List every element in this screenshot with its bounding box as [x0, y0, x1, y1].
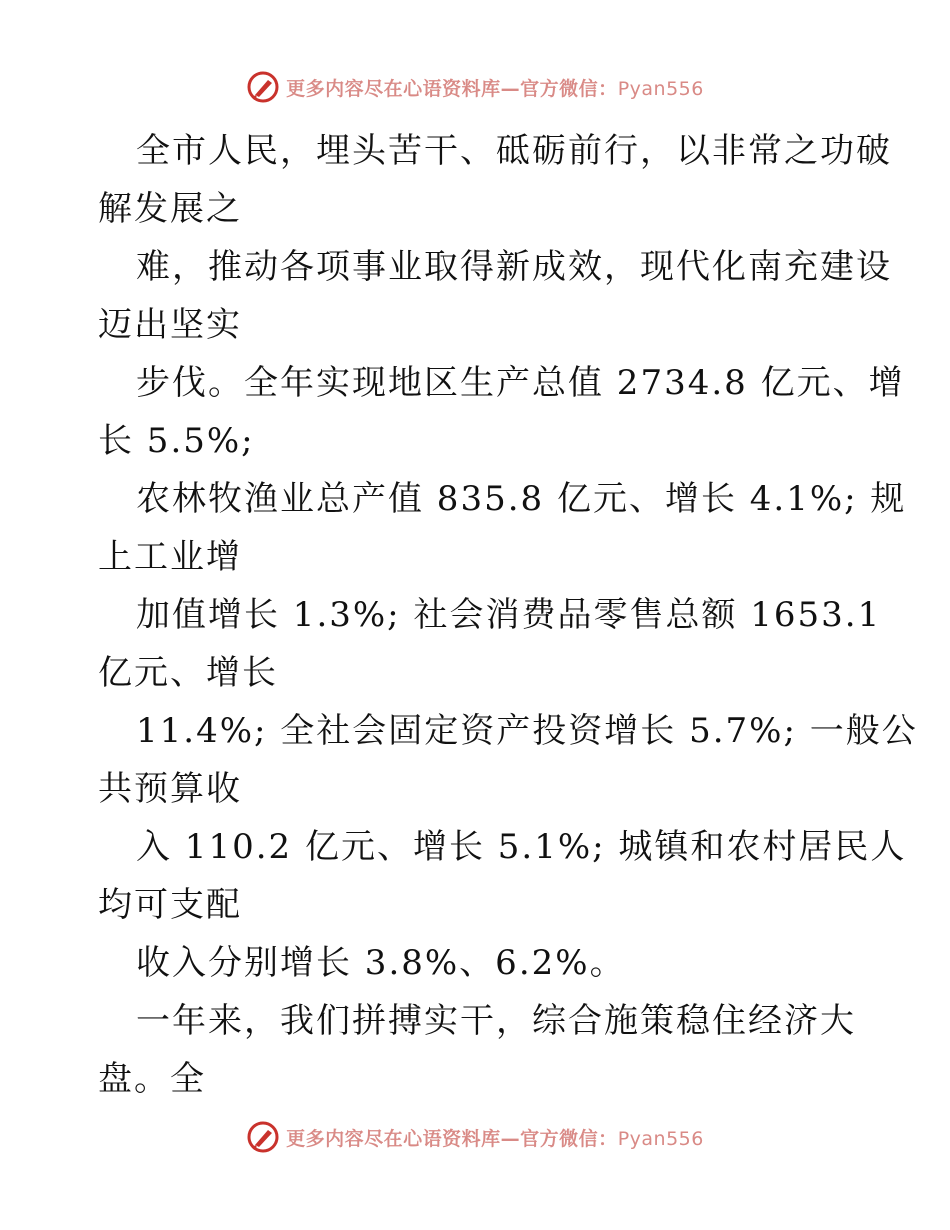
body-line: 迈出坚实	[98, 305, 242, 345]
watermark-wechat-label: 官方微信：	[520, 1127, 618, 1150]
body-line: 亿元、增长	[98, 653, 278, 693]
body-line: 上工业增	[98, 537, 242, 577]
watermark-text	[286, 1124, 704, 1151]
body-line: 农林牧渔业总产值 835.8 亿元、增长 4.1%; 规	[136, 479, 907, 519]
body-line: 全市人民，埋头苦干、砥砺前行，以非常之功破	[136, 131, 892, 171]
watermark-wechat-id: Pyan556	[617, 1127, 704, 1150]
body-line: 入 110.2 亿元、增长 5.1%; 城镇和农村居民人	[136, 827, 907, 867]
watermark-wechat-id: Pyan556	[617, 77, 704, 100]
watermark-wechat-label: 官方微信：	[520, 77, 618, 100]
body-line: 加值增长 1.3%; 社会消费品零售总额 1653.1	[136, 595, 882, 635]
watermark-site-text: 更多内容尽在心语资料库	[286, 77, 501, 100]
body-line: 长 5.5%;	[98, 421, 255, 461]
body-line: 收入分别增长 3.8%、6.2%。	[136, 943, 626, 983]
body-line: 步伐。全年实现地区生产总值 2734.8 亿元、增	[136, 363, 905, 403]
body-line: 均可支配	[98, 885, 242, 925]
body-line: 难，推动各项事业取得新成效，现代化南充建设	[136, 247, 892, 287]
watermark-separator: —	[500, 77, 521, 100]
pen-logo-icon	[246, 70, 280, 104]
footer-watermark	[0, 1120, 950, 1154]
pen-logo-icon	[246, 1120, 280, 1154]
body-line: 盘。全	[98, 1059, 206, 1099]
body-line: 共预算收	[98, 769, 242, 809]
body-line: 解发展之	[98, 189, 242, 229]
watermark-text	[286, 74, 704, 101]
watermark-separator: —	[500, 1127, 521, 1150]
body-line: 11.4%; 全社会固定资产投资增长 5.7%; 一般公	[136, 711, 918, 751]
document-body	[98, 122, 918, 1108]
header-watermark	[0, 70, 950, 104]
body-line: 一年来，我们拼搏实干，综合施策稳住经济大	[136, 1001, 856, 1041]
watermark-site-text: 更多内容尽在心语资料库	[286, 1127, 501, 1150]
